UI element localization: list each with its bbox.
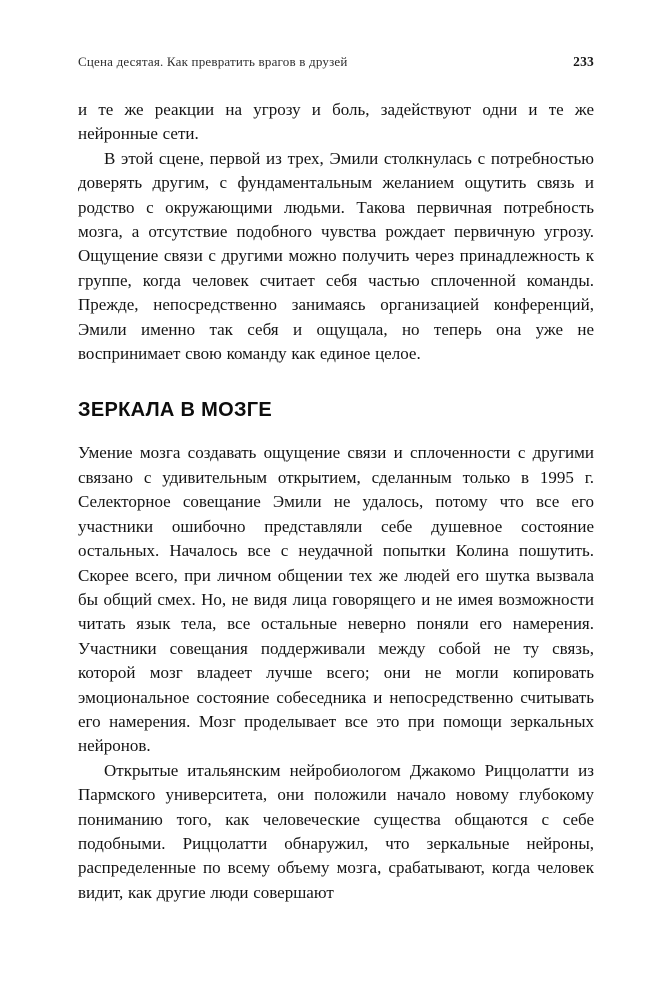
paragraph: В этой сцене, первой из трех, Эмили столкнулась с потребностью доверять другим, с фундаментальным желанием ощутить связь и родство с окружающими людьми. Такова первичная потребность мозга, а отсутствие подобного чувства рождает первичную угрозу. Ощущение связи с другими можно получить через принадлежность к группе, когда человек считает себя частью сплоченной команды. Прежде, непосредственно занимаясь организацией конференций, Эмили именно так себя и ощущала, но теперь она уже не воспринимает свою команду как единое целое. <box>78 148 594 364</box>
section-heading: ЗЕРКАЛА В МОЗГЕ <box>78 399 273 422</box>
chapter-title: Сцена десятая. Как превратить врагов в друзей <box>78 54 348 69</box>
paragraph: Умение мозга создавать ощущение связи и сплоченности с другими связано с удивительным открытием, сделанным только в 1995 г. Селекторное совещание Эмили не удалось, потому что все его участники ошибочно представляли себе душевное состояние остальных. Началось все с неудачной попытки Колина пошутить. Скорее всего, при личном общении тех же людей его шутка вызвала бы общий смех. Но, не видя лица говорящего и не имея возможности читать язык тела, все остальные неверно поняли его намерения. Участники совещания поддерживали между собой не ту связь, которой мозг владеет лучше всего; они не могли копировать эмоциональное состояние собеседника и непосредственно считывать его намерения. Мозг проделывает все это при помощи зеркальных нейронов. <box>78 443 594 756</box>
paragraph-continuation: и те же реакции на угрозу и боль, задействуют одни и те же нейронные сети. <box>78 100 594 144</box>
running-header <box>78 54 594 70</box>
page-number: 233 <box>573 54 594 69</box>
paragraph: Открытые итальянским нейробиологом Джакомо Риццолатти из Пармского университета, они положили начало новому глубокому пониманию того, как человеческие существа общаются с себе подобными. Риццолатти обнаружил, что зеркальные нейроны, распределенные по всему объему мозга, срабатывают, когда человек видит, как другие люди совершают <box>78 760 594 902</box>
page-body <box>78 98 594 905</box>
